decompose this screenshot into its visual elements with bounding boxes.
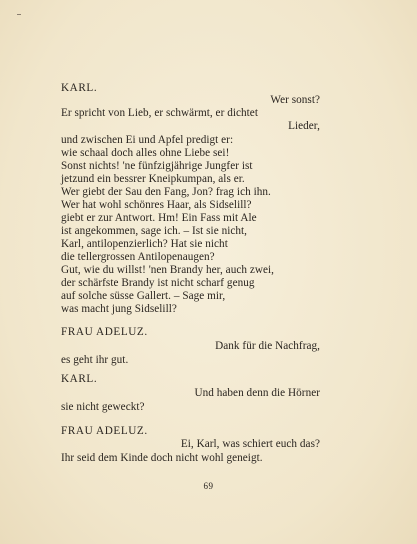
speaker-frau-adeluz: FRAU ADELUZ. [61,326,148,338]
verse-line: Wer sonst? [270,94,320,106]
verse-line: Sonst nichts! 'ne fünfzigjährige Jungfer ist [61,160,253,172]
verse-line: der schärfste Brandy ist nicht scharf genug [61,277,255,289]
verse-line: ist angekommen, sage ich. – Ist sie nicht, [61,225,248,237]
verse-line: Und haben denn die Hörner [194,387,320,399]
verse-line: Lieder, [288,120,320,132]
verse-line: Ei, Karl, was schiert euch das? [180,438,320,450]
verse-line: Karl, antilopenzierlich? Hat sie nicht [61,238,228,250]
verse-line: Ihr seid dem Kinde doch nicht wohl geneigt. [61,452,263,464]
verse-line: Gut, wie du willst! 'nen Brandy her, auch zwei, [61,264,275,276]
verse-line: jetzund ein bessrer Kneipkumpan, als er. [61,173,245,185]
verse-line: es geht ihr gut. [61,354,129,366]
verse-line: Dank für die Nachfrag, [215,340,320,352]
verse-line: Wer hat wohl schönres Haar, als Sidselill? [61,199,252,211]
speaker-frau-adeluz: FRAU ADELUZ. [61,425,148,437]
verse-line: die tellergrossen Antilopenaugen? [61,251,215,263]
page-number: 69 [203,481,214,491]
verse-line: sie nicht geweckt? [61,401,145,413]
speaker-karl: KARL. [61,373,98,385]
ink-mark [17,14,21,15]
verse-line: was macht jung Sidselill? [61,303,177,315]
verse-line: und zwischen Ei und Apfel predigt er: [61,134,234,146]
verse-line: wie schaal doch alles ohne Liebe sei! [61,147,230,159]
verse-line: Er spricht von Lieb, er schwärmt, er dichtet [61,107,258,119]
verse-line: auf solche süsse Gallert. – Sage mir, [61,290,226,302]
speaker-karl: KARL. [61,82,98,94]
verse-line: Wer giebt der Sau den Fang, Jon? frag ich ihn. [61,186,271,198]
verse-line: giebt er zur Antwort. Hm! Ein Fass mit Ale [61,212,257,224]
